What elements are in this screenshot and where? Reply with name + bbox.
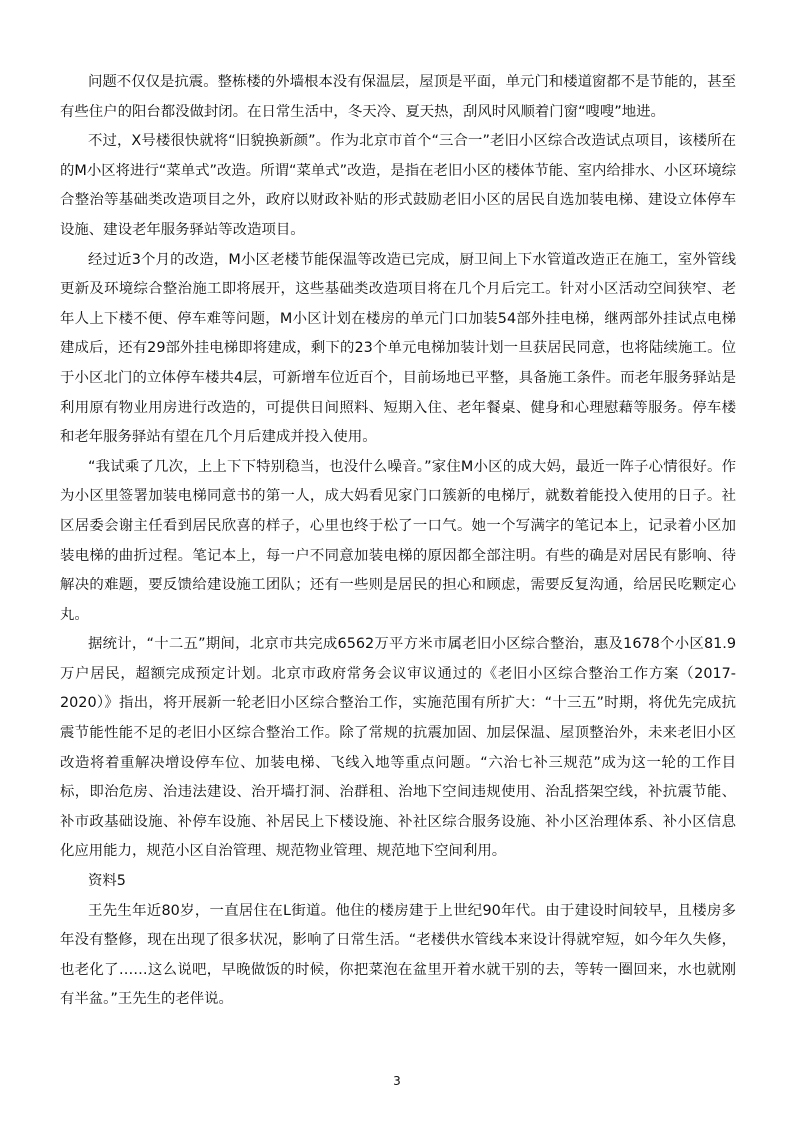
paragraph-2: 不过，X号楼很快就将“旧貌换新颜”。作为北京市首个“三合一”老旧小区综合改造试点项目，该楼所在的M小区将进行“菜单式”改造。所谓“菜单式”改造，是指在老旧小区的楼体节能、室内给排水、小区环境综合整治等基础类改造项目之外，政府以财政补贴的形式鼓励老旧小区的居民自选加装电梯、建设立体停车设施、建设老年服务驿站等改造项目。 [60, 133, 736, 238]
paragraph-1: 问题不仅仅是抗震。整栋楼的外墙根本没有保温层，屋顶是平面，单元门和楼道窗都不是节能的，甚至有些住户的阳台都没做封闭。在日常生活中，冬天冷、夏天热，刮风时风顺着门窗“嗖嗖”地进。 [60, 74, 736, 120]
paragraph-5: 据统计，“十二五”期间，北京市共完成6562万平方米市属老旧小区综合整治，惠及1678个小区81.9万户居民，超额完成预定计划。北京市政府常务会议审议通过的《老旧小区综合整治工作方案（2017-2020）》指出，将开展新一轮老旧小区综合整治工作，实施范围有所扩大：“十三五”时期，将优先完成抗震节能性能不足的老旧小区综合整治工作。除了常规的抗震加固、加层保温、屋顶整治外，未来老旧小区改造将着重解决增设停车位、加装电梯、飞线入地等重点问题。“六治七补三规范”成为这一轮的工作目标，即治危房、治违法建设、治开墙打洞、治群租、治地下空间违规使用、治乱搭架空线，补抗震节能、补市政基础设施、补停车设施、补居民上下楼设施、补社区综合服务设施、补小区治理体系、补小区信息化应用能力，规范小区自治管理、规范物业管理、规范地下空间利用。 [60, 636, 736, 860]
page-number: 3 [393, 1074, 401, 1088]
paragraph-3: 经过近3个月的改造，M小区老楼节能保温等改造已完成，厨卫间上下水管道改造正在施工，室外管线更新及环境综合整治施工即将展开，这些基础类改造项目将在几个月后完工。针对小区活动空间狭窄、老年人上下楼不便、停车难等问题，M小区计划在楼房的单元门口加装54部外挂电梯，继两部外挂试点电梯建成后，还有29部外挂电梯即将建成，剩下的23个单元电梯加装计划一旦获居民同意，也将陆续施工。位于小区北门的立体停车楼共4层，可新增车位近百个，目前场地已平整，具备施工条件。而老年服务驿站是利用原有物业用房进行改造的，可提供日间照料、短期入住、老年餐桌、健身和心理慰藉等服务。停车楼和老年服务驿站有望在几个月后建成并投入使用。 [60, 251, 736, 446]
paragraph-6: 王先生年近80岁，一直居住在L街道。他住的楼房建于上世纪90年代。由于建设时间较早，且楼房多年没有整修，现在出现了很多状况，影响了日常生活。“老楼供水管线本来设计得就窄短，如今年久失修，也老化了……这么说吧，早晚做饭的时候，你把菜泡在盆里开着水就干别的去，等转一圈回来，水也就刚有半盆。”王先生的老伴说。 [60, 902, 736, 1008]
section-heading: 资料5 [88, 873, 126, 890]
paragraph-4: “我试乘了几次，上上下下特别稳当，也没什么噪音。”家住M小区的成大妈，最近一阵子心情很好。作为小区里签署加装电梯同意书的第一人，成大妈看见家门口簇新的电梯厅，就数着能投入使用的日子。社区居委会谢主任看到居民欣喜的样子，心里也终于松了一口气。她一个写满字的笔记本上，记录着小区加装电梯的曲折过程。笔记本上，每一户不同意加装电梯的原因都全部注明。有些的确是对居民有影响、待解决的难题，要反馈给建设施工团队；还有一些则是居民的担心和顾虑，需要反复沟通，给居民吃颗定心丸。 [60, 458, 736, 623]
document-body [60, 68, 736, 1015]
